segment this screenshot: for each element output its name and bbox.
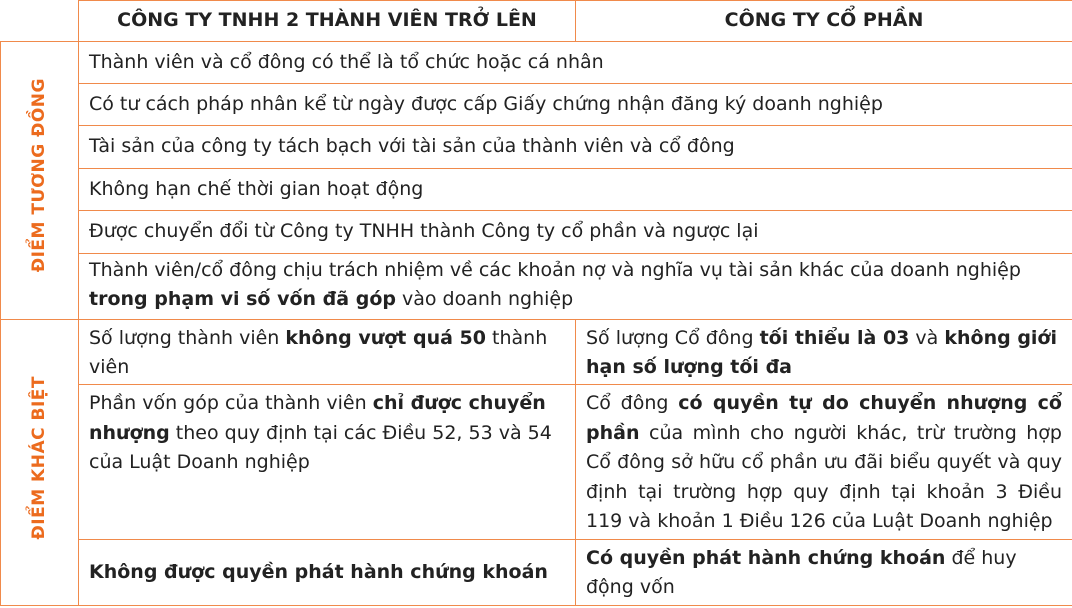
llc-securities-cell xyxy=(79,539,576,605)
llc-members-bold: không vượt quá 50 xyxy=(285,326,486,349)
jsc-members-cell xyxy=(576,319,1072,385)
liability-bold: trong phạm vi số vốn đã góp xyxy=(89,288,396,311)
similarity-item: Được chuyển đổi từ Công ty TNHH thành Công ty cổ phần và ngược lại xyxy=(79,211,1072,253)
similarity-item: Thành viên và cổ đông có thể là tổ chức hoặc cá nhân xyxy=(79,41,1072,83)
difference-row-securities xyxy=(1,539,1072,605)
llc-transfer-cell xyxy=(79,385,576,539)
similarity-row xyxy=(1,83,1072,125)
jsc-members-bold-max: không giới hạn số lượng tối đa xyxy=(586,326,1057,378)
jsc-securities-bold: Có quyền phát hành chứng khoán xyxy=(586,546,946,569)
llc-securities-bold: Không được quyền phát hành chứng khoán xyxy=(89,561,548,584)
difference-row-members xyxy=(1,319,1072,385)
similarity-item: Không hạn chế thời gian hoạt động xyxy=(79,168,1072,210)
similarity-row xyxy=(1,126,1072,168)
similarity-row xyxy=(1,211,1072,253)
similarities-label: ĐIỂM TƯƠNG ĐỒNG xyxy=(29,78,50,273)
jsc-transfer-cell xyxy=(576,385,1072,539)
llc-members-cell xyxy=(79,319,576,385)
llc-transfer-bold: chỉ được chuyển nhượng xyxy=(89,392,546,444)
llc-transfer-text: Phần vốn góp của thành viên xyxy=(89,392,373,415)
header-row xyxy=(1,1,1072,42)
similarity-row xyxy=(1,41,1072,83)
jsc-transfer-bold: có quyền tự do chuyển nhượng cổ phần xyxy=(586,392,1062,444)
llc-members-text-end: thành viên xyxy=(89,326,548,378)
jsc-members-bold-min: tối thiểu là 03 xyxy=(759,326,910,349)
jsc-securities-text: để huy động vốn xyxy=(586,546,1017,599)
similarity-item-liability xyxy=(79,253,1072,319)
similarities-label-cell xyxy=(1,41,79,319)
difference-row-transfer xyxy=(1,385,1072,539)
liability-text: Thành viên/cổ đông chịu trách nhiệm về các khoản nợ và nghĩa vụ tài sản khác của doanh nghiệp xyxy=(89,258,1021,281)
similarity-row xyxy=(1,253,1072,319)
differences-label: ĐIỂM KHÁC BIỆT xyxy=(29,375,50,540)
header-llc: CÔNG TY TNHH 2 THÀNH VIÊN TRỞ LÊN xyxy=(79,1,576,42)
liability-text-end: vào doanh nghiệp xyxy=(395,288,574,311)
jsc-members-text: Số lượng Cổ đông xyxy=(586,326,760,349)
header-corner xyxy=(1,1,79,42)
jsc-transfer-text-end: của mình cho người khác, trừ trường hợp Cổ đông sở hữu cổ phần ưu đãi biểu quyết và quy định tại trường hợp quy định tại khoản 3 Điều 119 và khoản 1 Điều 126 của Luật Doanh nghiệp xyxy=(586,421,1062,533)
llc-transfer-text-end: theo quy định tại các Điều 52, 53 và 54 của Luật Doanh nghiệp xyxy=(89,421,552,474)
similarity-row xyxy=(1,168,1072,210)
jsc-members-text-mid: và xyxy=(909,326,945,349)
header-jsc: CÔNG TY CỔ PHẦN xyxy=(576,1,1072,42)
llc-members-text: Số lượng thành viên xyxy=(89,326,286,349)
jsc-securities-cell xyxy=(576,539,1072,605)
similarity-item: Có tư cách pháp nhân kể từ ngày được cấp Giấy chứng nhận đăng ký doanh nghiệp xyxy=(79,83,1072,125)
differences-label-cell xyxy=(1,319,79,605)
jsc-transfer-text: Cổ đông xyxy=(586,392,679,415)
similarity-item: Tài sản của công ty tách bạch với tài sản của thành viên và cổ đông xyxy=(79,126,1072,168)
